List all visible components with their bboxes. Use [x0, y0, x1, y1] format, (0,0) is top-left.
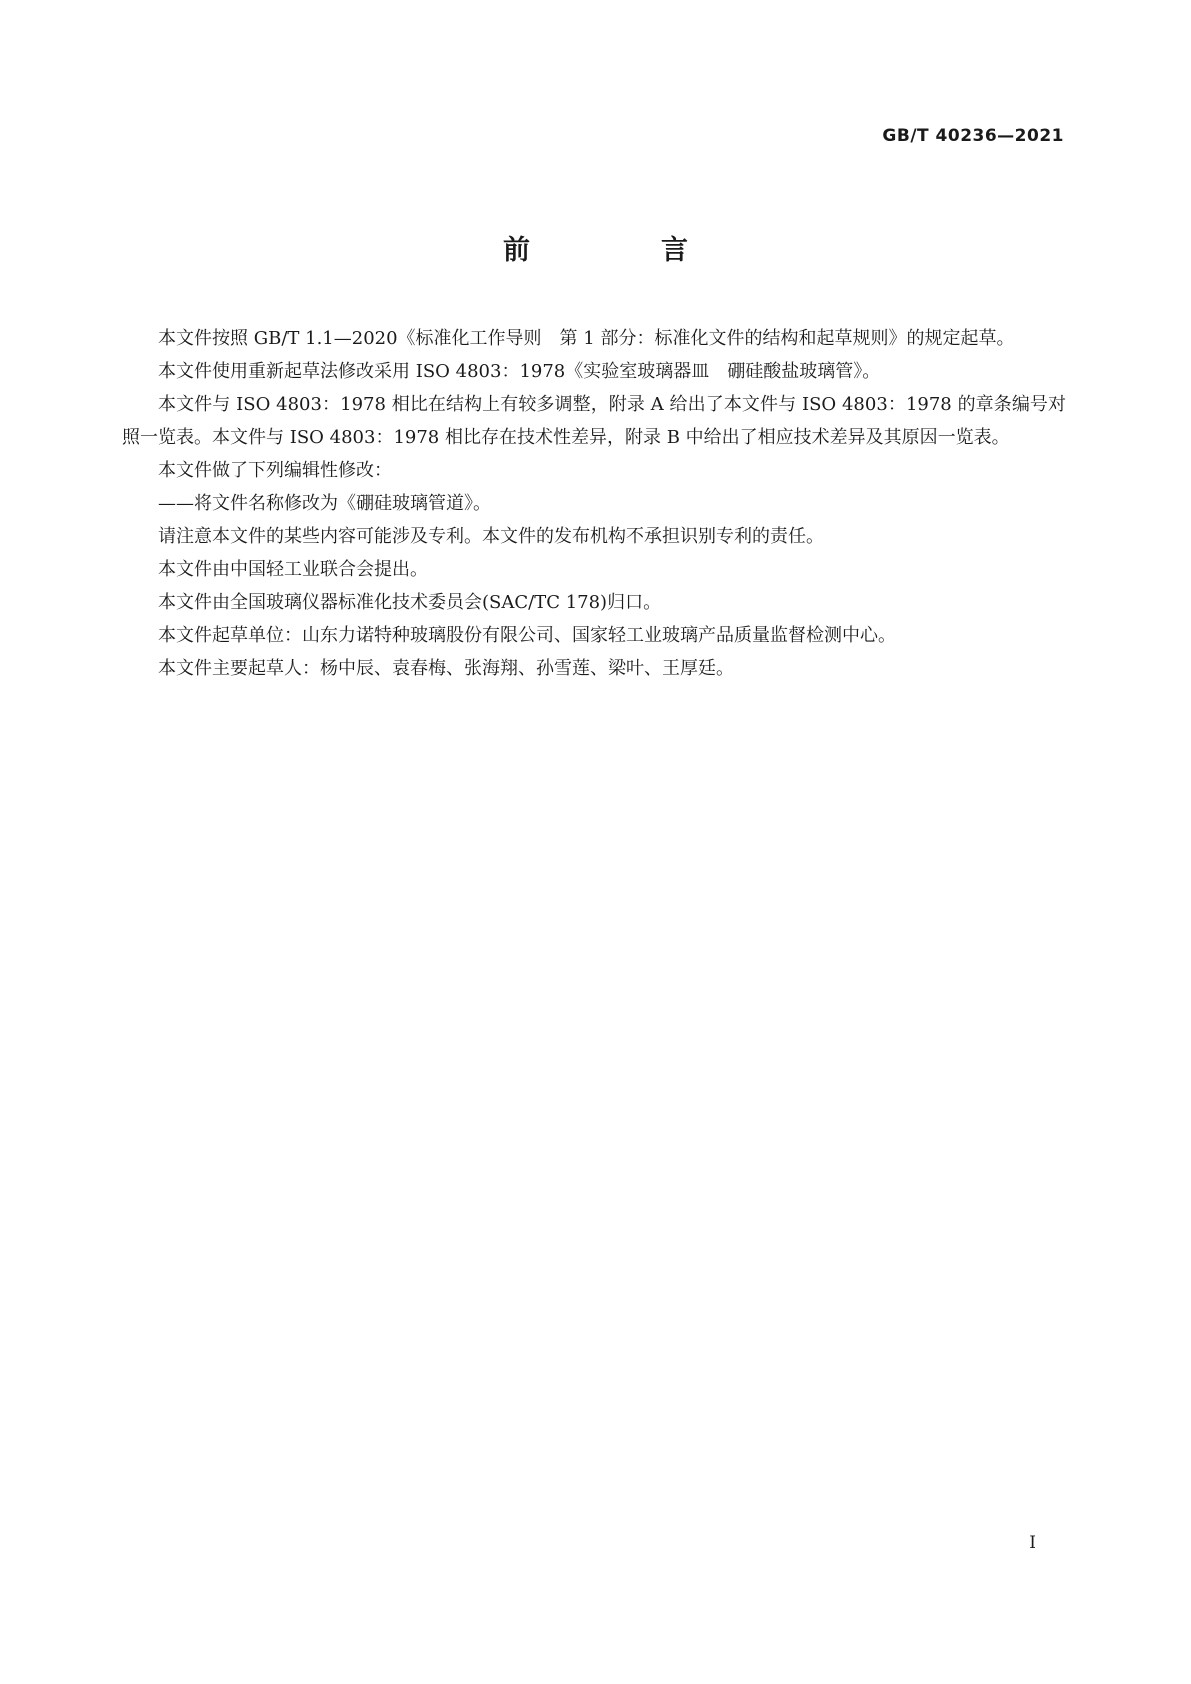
- paragraph-patent-notice: 请注意本文件的某些内容可能涉及专利。本文件的发布机构不承担识别专利的责任。: [158, 526, 824, 547]
- paragraph-technical-committee: 本文件由全国玻璃仪器标准化技术委员会(SAC/TC 178)归口。: [158, 592, 662, 613]
- paragraph-editorial-changes: 本文件做了下列编辑性修改：: [158, 460, 392, 481]
- paragraph-drafting-rules: 本文件按照 GB/T 1.1—2020《标准化工作导则 第 1 部分：标准化文件的结构和起草规则》的规定起草。: [158, 328, 1015, 349]
- paragraph-adoption: 本文件使用重新起草法修改采用 ISO 4803：1978《实验室玻璃器皿 硼硅酸盐玻璃管》。: [158, 361, 881, 382]
- page-number: I: [1029, 1533, 1036, 1553]
- paragraph-differences: 本文件与 ISO 4803：1978 相比在结构上有较多调整，附录 A 给出了本文件与 ISO 4803：1978 的章条编号对照一览表。本文件与 ISO 4803：1978 相比存在技术性差异，附录 B 中给出了相应技术差异及其原因一览表。: [122, 394, 1066, 448]
- foreword-body: [122, 322, 1066, 685]
- paragraph-drafters: 本文件主要起草人：杨中辰、袁春梅、张海翔、孙雪莲、梁叶、王厚廷。: [158, 658, 734, 679]
- standard-code: GB/T 40236—2021: [882, 126, 1064, 146]
- page-title: 前 言: [503, 235, 740, 266]
- paragraph-proposer: 本文件由中国轻工业联合会提出。: [158, 559, 428, 580]
- paragraph-drafting-organizations: 本文件起草单位：山东力诺特种玻璃股份有限公司、国家轻工业玻璃产品质量监督检测中心。: [158, 625, 896, 646]
- list-item-rename: ——将文件名称修改为《硼硅玻璃管道》。: [158, 493, 491, 514]
